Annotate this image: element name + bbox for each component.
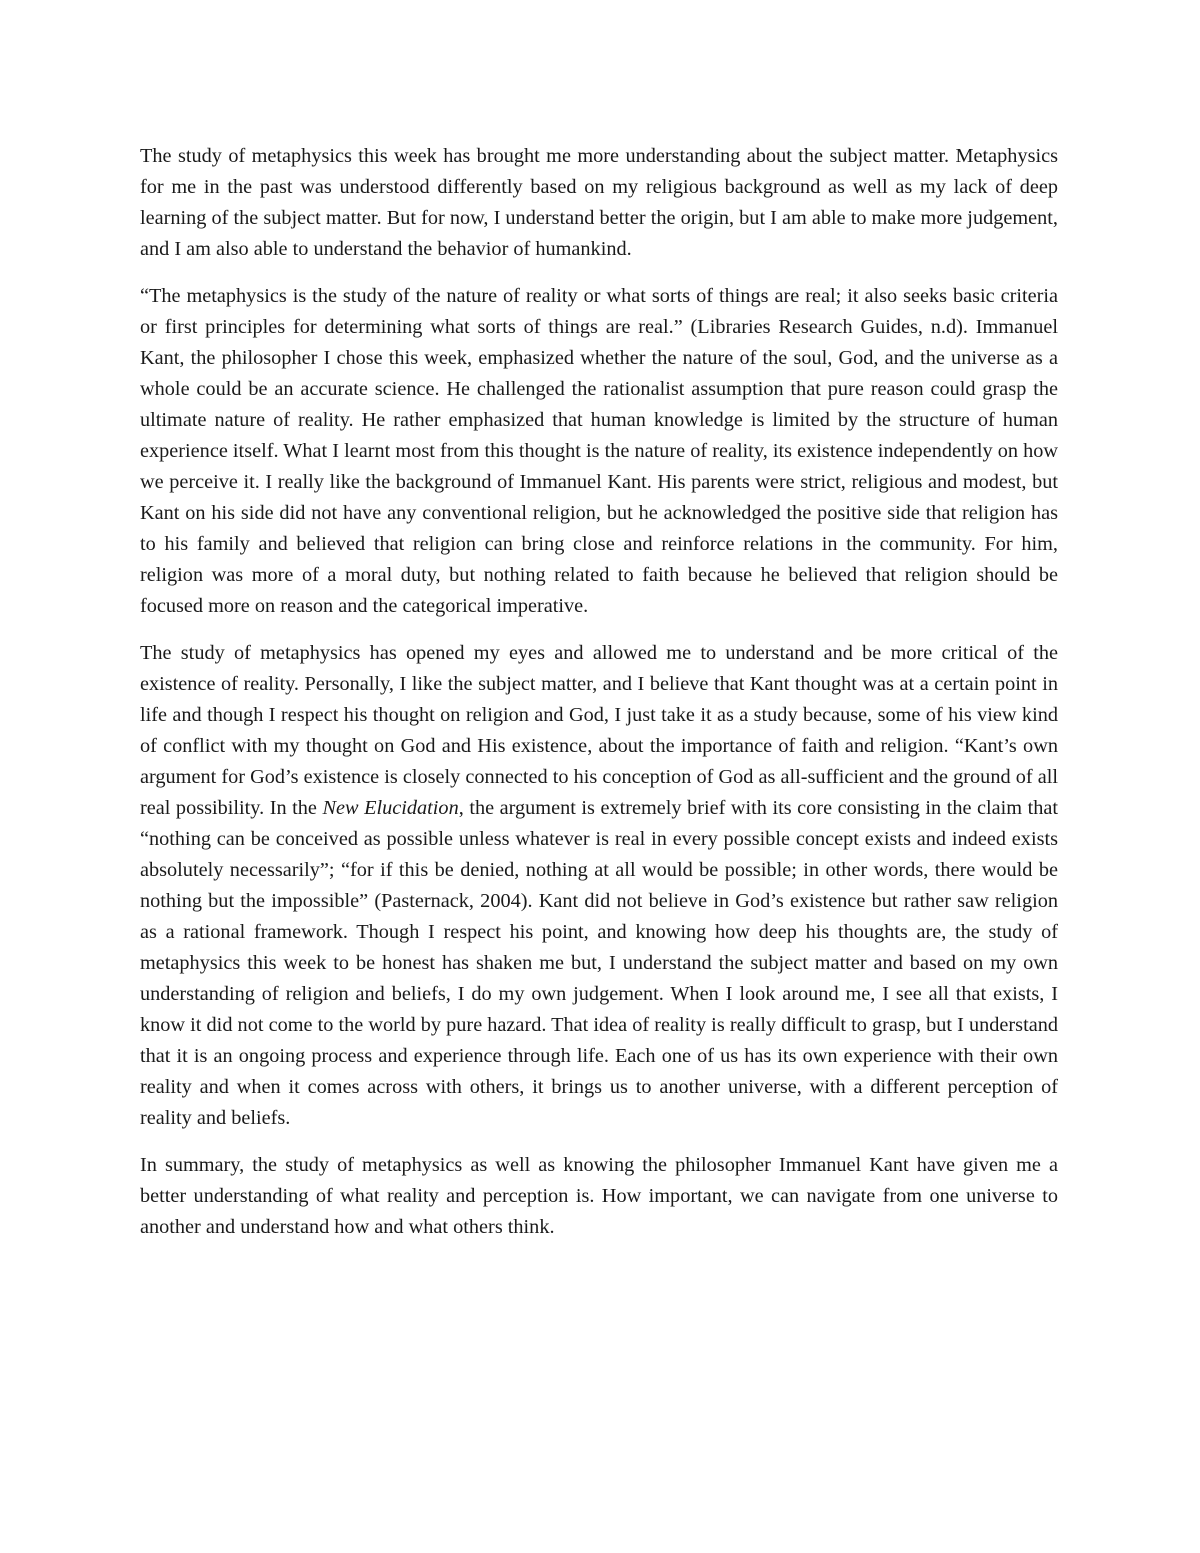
paragraph-text: , the argument is extremely brief with its core consisting in the claim that “nothing can be conceived as possible unless whatever is real in every possible concept exists and indeed exists absolutely necessarily”; “for if this be denied, nothing at all would be possible; in other words, there would be nothing but the impossible” (Pasternack, 2004). Kant did not believe in God’s existence but rather saw religion as a rational framework. Though I respect his point, and knowing how deep his thoughts are, the study of metaphysics this week to be honest has shaken me but, I understand the subject matter and based on my own understanding of religion and beliefs, I do my own judgement. When I look around me, I see all that exists, I know it did not come to the world by pure hazard. That idea of reality is really difficult to grasp, but I understand that it is an ongoing process and experience through life. Each one of us has its own experience with their own reality and when it comes across with others, it brings us to another universe, with a different perception of reality and beliefs. (140, 797, 1058, 1129)
paragraph-text: “The metaphysics is the study of the nature of reality or what sorts of things are real; it also seeks basic criteria or first principles for determining what sorts of things are real.” (Libraries Research Guides, n.d). Immanuel Kant, the philosopher I chose this week, emphasized whether the nature of the soul, God, and the universe as a whole could be an accurate science. He challenged the rationalist assumption that pure reason could grasp the ultimate nature of reality. He rather emphasized that human knowledge is limited by the structure of human experience itself. What I learnt most from this thought is the nature of reality, its existence independently on how we perceive it. I really like the background of Immanuel Kant. His parents were strict, religious and modest, but Kant on his side did not have any conventional religion, but he acknowledged the positive side that religion has to his family and believed that religion can bring close and reinforce relations in the community. For him, religion was more of a moral duty, but nothing related to faith because he believed that religion should be focused more on reason and the categorical imperative. (140, 285, 1058, 617)
paragraph-summary (140, 1150, 1058, 1243)
paragraph-text: The study of metaphysics has opened my eyes and allowed me to understand and be more critical of the existence of reality. Personally, I like the subject matter, and I believe that Kant thought was at a certain point in life and though I respect his thought on religion and God, I just take it as a study because, some of his view kind of conflict with my thought on God and His existence, about the importance of faith and religion. “Kant’s own argument for God’s existence is closely connected to his conception of God as all-sufficient and the ground of all real possibility. In the (140, 642, 1058, 819)
paragraph-text: In summary, the study of metaphysics as well as knowing the philosopher Immanuel Kant have given me a better understanding of what reality and perception is. How important, we can navigate from one universe to another and understand how and what others think. (140, 1154, 1058, 1238)
paragraph-reflection (140, 638, 1058, 1134)
paragraph-kant-definition (140, 281, 1058, 622)
paragraph-intro (140, 141, 1058, 265)
paragraph-text: The study of metaphysics this week has brought me more understanding about the subject matter. Metaphysics for me in the past was understood differently based on my religious background as well as my lack of deep learning of the subject matter. But for now, I understand better the origin, but I am able to make more judgement, and I am also able to understand the behavior of humankind. (140, 145, 1058, 260)
document-page (140, 141, 1058, 1259)
book-title-italic: New Elucidation (322, 797, 459, 819)
